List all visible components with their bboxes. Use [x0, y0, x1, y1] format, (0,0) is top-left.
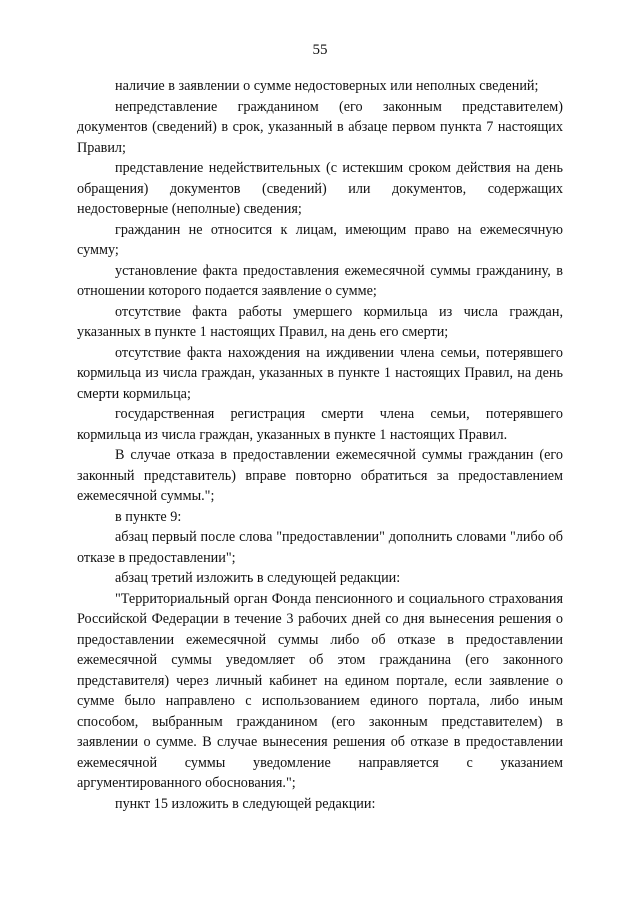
paragraph-item-6: отсутствие факта работы умершего кормильца из числа граждан, указанных в пункте 1 настоящих Правил, на день его смерти;: [77, 303, 563, 340]
paragraph-item-12: абзац третий изложить в следующей редакции:: [115, 570, 401, 586]
paragraph-item-4: гражданин не относится к лицам, имеющим право на ежемесячную сумму;: [77, 221, 563, 258]
paragraph-item-8: государственная регистрация смерти члена семьи, потерявшего кормильца из числа граждан, указанных в пункте 1 настоящих Правил.: [77, 406, 563, 443]
paragraph-item-5: установление факта предоставления ежемесячной суммы гражданину, в отношении которого подается заявление о сумме;: [77, 262, 563, 299]
paragraph-item-13: "Территориальный орган Фонда пенсионного и социального страхования Российской Федерации в течение 3 рабочих дней со дня вынесения решения о предоставлении ежемесячной суммы либо об отказе в предоставлении ежемесячной суммы уведомляет об этом гражданина (его законного представителя) через личный кабинет на едином портале, если заявление о сумме было направлено с использованием единого портала, либо иным способом, выбранным гражданином (его законным представителем) в заявлении о сумме. В случае вынесения решения об отказе в предоставлении ежемесячной суммы уведомление направляется с указанием аргументированного обоснования.";: [77, 590, 563, 791]
paragraph-item-10: в пункте 9:: [115, 508, 182, 525]
paragraph-item-9: В случае отказа в предоставлении ежемесячной суммы гражданин (его законный представитель) вправе повторно обратиться за предоставлением ежемесячной суммы.";: [77, 447, 563, 504]
paragraph-item-11: абзац первый после слова "предоставлении" дополнить словами "либо об отказе в предоставлении";: [77, 529, 563, 566]
paragraph-item-3: представление недействительных (с истекшим сроком действия на день обращения) документов (сведений) или документов, содержащих недостоверные (неполные) сведения;: [77, 160, 563, 217]
document-body: [77, 76, 563, 814]
paragraph-item-1: наличие в заявлении о сумме недостоверных или неполных сведений;: [115, 78, 539, 94]
paragraph-item-7: отсутствие факта нахождения на иждивении члена семьи, потерявшего кормильца из числа граждан, указанных в пункте 1 настоящих Правил, на день смерти кормильца;: [77, 344, 563, 402]
paragraph-item-14: пункт 15 изложить в следующей редакции:: [115, 795, 376, 812]
paragraph-item-2: непредставление гражданином (его законным представителем) документов (сведений) в срок, указанный в абзаце первом пункта 7 настоящих Правил;: [77, 98, 563, 156]
page-number: 55: [312, 42, 328, 58]
